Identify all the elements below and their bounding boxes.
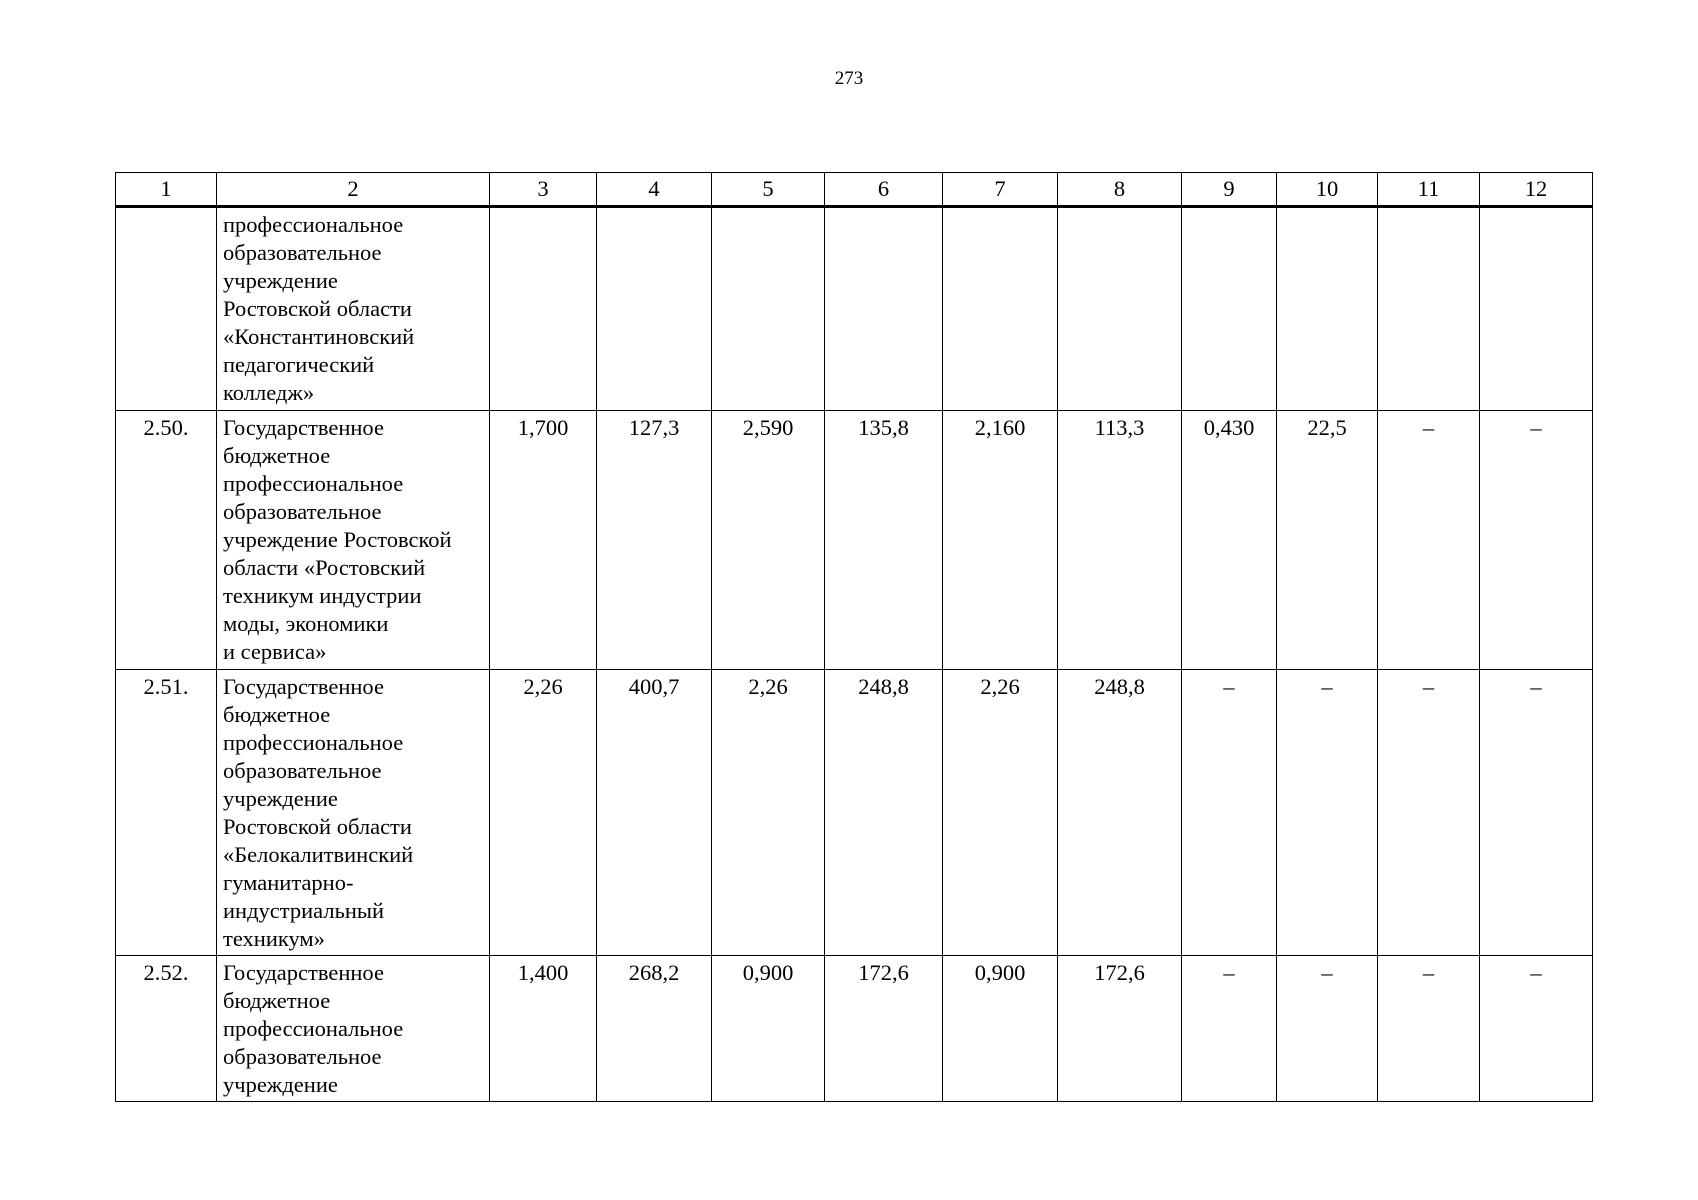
value-cell-col-6 [825,207,943,411]
row-number-cell: 2.50. [116,411,217,670]
institution-name-line: техникум индустрии [223,583,422,608]
institution-name-line: гуманитарно- [223,870,354,895]
institution-name-line: учреждение [223,786,338,811]
value-cell-col-10: – [1277,956,1378,1102]
value-cell-col-9 [1182,207,1277,411]
institution-name-line: педагогический [223,352,375,377]
institution-name-line: образовательное [223,758,382,783]
value-cell-col-9: – [1182,956,1277,1102]
table-row [116,207,1593,411]
institution-name-line: Ростовской области [223,814,412,839]
institution-name-line: профессиональное [223,212,404,237]
value-cell-col-9: 0,430 [1182,411,1277,670]
value-cell-col-11: – [1378,956,1480,1102]
value-cell-col-6: 135,8 [825,411,943,670]
institution-name-cell [217,956,490,1102]
institution-name-line: Государственное [223,415,384,440]
institution-name-line: бюджетное [223,988,331,1013]
value-cell-col-7: 2,160 [943,411,1058,670]
value-cell-col-10: – [1277,670,1378,956]
value-cell-col-3: 1,700 [490,411,597,670]
value-cell-col-9: – [1182,670,1277,956]
column-header-3: 3 [490,173,597,207]
column-header-2: 2 [217,173,490,207]
value-cell-col-8: 172,6 [1058,956,1182,1102]
row-number-cell [116,207,217,411]
value-cell-col-12 [1480,207,1593,411]
value-cell-col-7 [943,207,1058,411]
value-cell-col-11: – [1378,670,1480,956]
institution-name-line: моды, экономики [223,611,389,636]
institution-name-line: образовательное [223,240,382,265]
institution-name-line: колледж» [223,380,315,405]
institution-name-line: «Константиновский [223,324,415,349]
value-cell-col-12: – [1480,956,1593,1102]
institution-name-line: области «Ростовский [223,555,426,580]
value-cell-col-5: 2,26 [712,670,825,956]
column-header-10: 10 [1277,173,1378,207]
column-header-6: 6 [825,173,943,207]
institution-name-line: образовательное [223,499,382,524]
value-cell-col-5: 0,900 [712,956,825,1102]
value-cell-col-12: – [1480,411,1593,670]
institution-name-line: профессиональное [223,471,404,496]
institution-name-line: бюджетное [223,702,331,727]
value-cell-col-10: 22,5 [1277,411,1378,670]
table-row [116,956,1593,1102]
institution-name-cell [217,411,490,670]
institution-name-line: профессиональное [223,730,404,755]
data-table [115,172,1593,1102]
value-cell-col-8: 113,3 [1058,411,1182,670]
value-cell-col-11 [1378,207,1480,411]
institution-name-cell [217,207,490,411]
value-cell-col-10 [1277,207,1378,411]
institution-name-line: и сервиса» [223,639,327,664]
column-header-8: 8 [1058,173,1182,207]
value-cell-col-8: 248,8 [1058,670,1182,956]
institution-name-line: Государственное [223,960,384,985]
value-cell-col-4: 400,7 [597,670,712,956]
institution-name-line: учреждение [223,268,338,293]
table-row [116,411,1593,670]
table-row [116,670,1593,956]
column-header-9: 9 [1182,173,1277,207]
institution-name-line: индустриальный [223,898,385,923]
value-cell-col-4: 127,3 [597,411,712,670]
value-cell-col-4 [597,207,712,411]
column-header-5: 5 [712,173,825,207]
table-header-row [116,173,1593,207]
institution-name-line: «Белокалитвинский [223,842,414,867]
institution-name-line: Государственное [223,674,384,699]
column-header-7: 7 [943,173,1058,207]
value-cell-col-6: 248,8 [825,670,943,956]
institution-name-cell [217,670,490,956]
column-header-4: 4 [597,173,712,207]
institution-name-line: техникум» [223,926,325,951]
institution-name-line: бюджетное [223,443,331,468]
column-header-12: 12 [1480,173,1593,207]
institution-name-line: Ростовской области [223,296,412,321]
value-cell-col-3: 1,400 [490,956,597,1102]
value-cell-col-7: 2,26 [943,670,1058,956]
value-cell-col-5: 2,590 [712,411,825,670]
value-cell-col-12: – [1480,670,1593,956]
institution-name-line: образовательное [223,1044,382,1069]
value-cell-col-5 [712,207,825,411]
value-cell-col-3: 2,26 [490,670,597,956]
value-cell-col-3 [490,207,597,411]
value-cell-col-8 [1058,207,1182,411]
institution-name-line: учреждение [223,1072,338,1097]
value-cell-col-4: 268,2 [597,956,712,1102]
value-cell-col-6: 172,6 [825,956,943,1102]
institution-name-line: учреждение Ростовской [223,527,452,552]
column-header-11: 11 [1378,173,1480,207]
value-cell-col-11: – [1378,411,1480,670]
column-header-1: 1 [116,173,217,207]
page-number: 273 [834,68,864,89]
value-cell-col-7: 0,900 [943,956,1058,1102]
row-number-cell: 2.51. [116,670,217,956]
institution-name-line: профессиональное [223,1016,404,1041]
row-number-cell: 2.52. [116,956,217,1102]
